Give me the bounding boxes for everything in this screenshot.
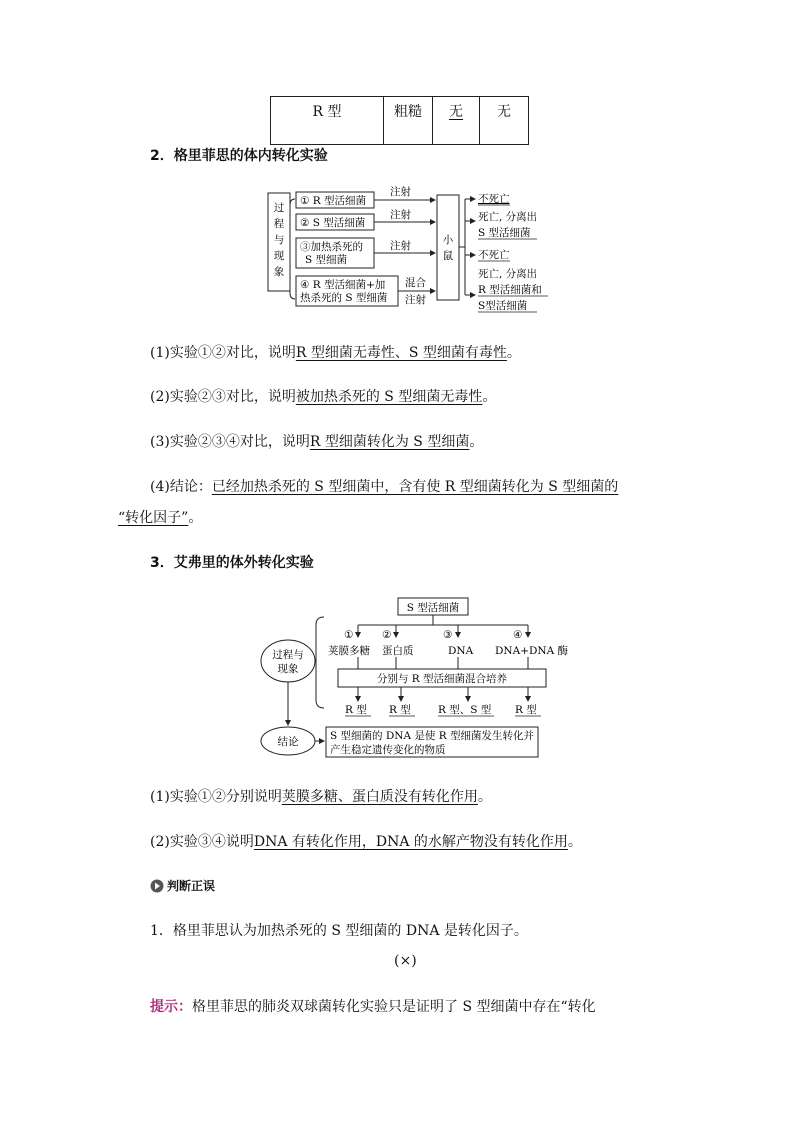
conclusion-label: 结论	[277, 736, 299, 748]
arrow-label-4b: 注射	[405, 294, 426, 306]
mouse-box	[437, 195, 459, 300]
sec3-item-2-suffix: 。	[567, 834, 582, 850]
table-cell-capsule-text: 无	[449, 104, 463, 120]
judge-header	[150, 877, 215, 894]
conclusion-text-1: S 型细菌的 DNA 是使 R 型细菌发生转化并	[330, 730, 534, 742]
group-label-3a: ③加热杀死的	[300, 241, 363, 253]
group-label-3b: S 型细菌	[305, 254, 348, 266]
play-icon	[150, 879, 164, 893]
sec2-conclusion-prefix: (4)结论：	[150, 479, 212, 495]
sec2-item-3-answer: R 型细菌转化为 S 型细菌	[309, 434, 470, 450]
griffith-diagram	[265, 183, 565, 318]
svg-text:程: 程	[273, 218, 285, 230]
sec2-item-1-suffix: 。	[506, 345, 521, 361]
group-label-2: ② S 型活细菌	[300, 217, 366, 229]
outcome-1: R 型	[345, 704, 367, 716]
outcome-3: R 型、S 型	[438, 704, 492, 716]
sec3-item-1	[150, 786, 492, 806]
table-cell-virulence: 无	[480, 97, 529, 145]
group-label-1: ① R 型活细菌	[300, 195, 366, 207]
sec2-conclusion-line2	[118, 507, 202, 527]
svg-text:与: 与	[273, 234, 285, 246]
arrow-label-3: 注射	[390, 240, 411, 252]
result-4b: R 型活细菌和	[478, 284, 542, 296]
process-label	[274, 201, 285, 278]
result-2a: 死亡, 分离出	[478, 211, 538, 223]
judge-mark: (×)	[394, 953, 417, 969]
judge-label: 判断正误	[167, 879, 216, 893]
result-4a: 死亡, 分离出	[478, 268, 538, 280]
result-1: 不死亡	[478, 193, 510, 205]
sec2-item-2	[150, 386, 496, 406]
result-2b: S 型活细菌	[478, 227, 531, 239]
group-label-4b: 热杀死的 S 型细菌	[300, 292, 388, 304]
sec2-conclusion-answer1: 已经加热杀死的 S 型细菌中，含有使 R 型细菌转化为 S 型细菌的	[211, 479, 619, 495]
sec3-item-1-answer: 荚膜多糖、蛋白质没有转化作用	[281, 789, 478, 805]
section3-title: 3．艾弗里的体外转化实验	[150, 555, 314, 571]
outcome-2: R 型	[389, 704, 411, 716]
sec2-item-1-answer: R 型细菌无毒性、S 型细菌有毒性	[295, 345, 507, 361]
branch-sub-1: 荚膜多糖	[328, 645, 370, 657]
sec2-conclusion-line1	[150, 476, 618, 496]
section2-title: 2．格里菲思的体内转化实验	[150, 148, 328, 164]
conclusion-text-2: 产生稳定遗传变化的物质	[330, 744, 446, 756]
sec3-item-2	[150, 831, 582, 851]
branch-num-3: ③	[443, 629, 453, 641]
sec3-item-1-suffix: 。	[477, 789, 492, 805]
sec2-item-1-prefix: (1)实验①②对比，说明	[150, 345, 296, 361]
sec2-item-3-prefix: (3)实验②③④对比，说明	[150, 434, 310, 450]
arrow-label-4a: 混合	[405, 277, 426, 289]
branch-sub-4: DNA+DNA 酶	[495, 645, 569, 657]
branch-num-2: ②	[382, 629, 392, 641]
process-label-2: 现象	[277, 663, 299, 675]
sec3-item-2-answer: DNA 有转化作用，DNA 的水解产物没有转化作用	[253, 834, 568, 850]
sec2-item-2-answer: 被加热杀死的 S 型细菌无毒性	[295, 389, 483, 405]
sec3-item-1-prefix: (1)实验①②分别说明	[150, 789, 282, 805]
sec2-item-1	[150, 342, 521, 362]
branch-num-1: ①	[344, 629, 354, 641]
sec2-item-2-suffix: 。	[482, 389, 497, 405]
table-cell-surface: 粗糙	[384, 97, 433, 145]
table-cell-capsule	[433, 97, 480, 145]
outcome-4: R 型	[515, 704, 537, 716]
sec2-conclusion-answer2: “转化因子”	[118, 510, 189, 526]
hint-label: 提示：	[150, 999, 192, 1015]
sec2-item-3-suffix: 。	[469, 434, 484, 450]
top-box-label: S 型活细菌	[406, 602, 460, 614]
branch-num-4: ④	[513, 629, 523, 641]
table-row	[271, 97, 529, 145]
sec2-item-3	[150, 431, 483, 451]
process-label-1: 过程与	[272, 649, 304, 661]
table-cell-type: R 型	[271, 97, 384, 145]
hint-text: 格里菲思的肺炎双球菌转化实验只是证明了 S 型细菌中存在“转化	[192, 999, 596, 1015]
branch-sub-2: 蛋白质	[382, 645, 414, 657]
result-4c: S型活细菌	[478, 300, 528, 312]
sec3-item-2-prefix: (2)实验③④说明	[150, 834, 254, 850]
sec2-conclusion-suffix: 。	[188, 510, 203, 526]
mix-box-label: 分别与 R 型活细菌混合培养	[376, 673, 508, 685]
arrow-label-1: 注射	[390, 186, 411, 198]
svg-text:过: 过	[273, 202, 285, 214]
mouse-label-2: 鼠	[442, 250, 454, 262]
arrow-label-2: 注射	[390, 209, 411, 221]
bacteria-table	[270, 96, 529, 145]
judge-hint	[150, 996, 596, 1016]
branch-sub-3: DNA	[448, 645, 474, 657]
avery-diagram	[258, 595, 578, 760]
svg-text:象: 象	[273, 266, 285, 278]
process-ellipse	[261, 640, 315, 682]
sec2-item-2-prefix: (2)实验②③对比，说明	[150, 389, 296, 405]
result-3: 不死亡	[478, 249, 510, 261]
judge-question-1: 1．格里菲思认为加热杀死的 S 型细菌的 DNA 是转化因子。	[150, 923, 528, 939]
group-label-4a: ④ R 型活细菌+加	[300, 279, 386, 291]
mouse-label-1: 小	[442, 234, 454, 246]
svg-text:现: 现	[273, 250, 285, 262]
